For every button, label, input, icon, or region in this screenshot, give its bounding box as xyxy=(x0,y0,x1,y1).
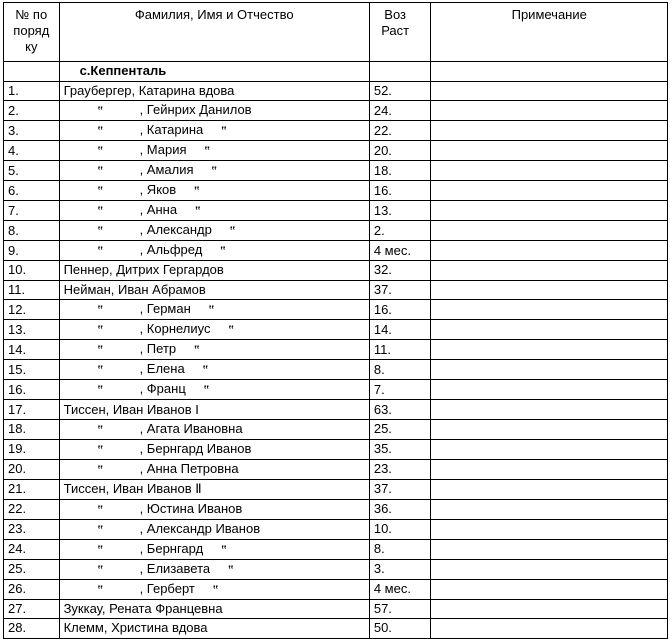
ditto-mark: ‟ xyxy=(97,503,104,516)
row-name: Тиссен, Иван Иванов Ⅱ xyxy=(59,479,369,499)
row-number: 17. xyxy=(4,400,60,420)
given-name: , Корнелиус xyxy=(139,321,211,337)
row-age: 16. xyxy=(369,181,431,201)
row-number: 6. xyxy=(4,181,60,201)
ditto-mark: ‟ xyxy=(221,543,227,556)
row-note xyxy=(431,181,668,201)
row-number: 27. xyxy=(4,599,60,619)
row-age: 4 мес. xyxy=(369,579,431,599)
row-note xyxy=(431,300,668,320)
row-note xyxy=(431,81,668,101)
given-name: , Петр xyxy=(139,341,177,357)
row-name xyxy=(59,459,369,479)
register-table xyxy=(3,2,668,639)
row-number: 26. xyxy=(4,579,60,599)
table-row xyxy=(4,241,668,261)
row-note xyxy=(431,380,668,400)
table-row xyxy=(4,181,668,201)
ditto-mark: ‟ xyxy=(97,324,104,337)
given-name: , Мария xyxy=(139,142,187,158)
given-name: , Елена xyxy=(139,361,185,377)
row-note xyxy=(431,519,668,539)
row-note xyxy=(431,340,668,360)
row-name: Тиссен, Иван Иванов I xyxy=(59,400,369,420)
given-name: , Александр xyxy=(139,222,212,238)
row-name xyxy=(59,539,369,559)
row-note xyxy=(431,439,668,459)
row-age: 16. xyxy=(369,300,431,320)
row-age: 52. xyxy=(369,81,431,101)
row-number: 18. xyxy=(4,419,60,439)
row-number: 14. xyxy=(4,340,60,360)
ditto-mark: ‟ xyxy=(208,304,215,317)
ditto-mark: ‟ xyxy=(97,523,104,536)
ditto-mark: ‟ xyxy=(97,423,104,436)
ditto-mark: ‟ xyxy=(97,245,104,258)
row-name: Пеннер, Дитрих Гергардов xyxy=(59,261,369,281)
table-row xyxy=(4,419,668,439)
row-name xyxy=(59,201,369,221)
row-number: 13. xyxy=(4,320,60,340)
ditto-mark: ‟ xyxy=(220,245,226,258)
row-number: 2. xyxy=(4,101,60,121)
row-note xyxy=(431,579,668,599)
row-name xyxy=(59,141,369,161)
row-note xyxy=(431,161,668,181)
table-row xyxy=(4,360,668,380)
row-name xyxy=(59,360,369,380)
table-row xyxy=(4,579,668,599)
row-number: 24. xyxy=(4,539,60,559)
given-name: , Франц xyxy=(139,381,186,397)
row-age: 8. xyxy=(369,360,431,380)
table-row xyxy=(4,439,668,459)
given-name: , Герман xyxy=(139,301,191,317)
row-note xyxy=(431,360,668,380)
row-note xyxy=(431,499,668,519)
row-number: 25. xyxy=(4,559,60,579)
header-age: Воз Раст xyxy=(369,3,431,62)
row-name xyxy=(59,181,369,201)
row-name xyxy=(59,121,369,141)
header-note: Примечание xyxy=(431,3,668,62)
row-number: 20. xyxy=(4,459,60,479)
row-number: 11. xyxy=(4,280,60,300)
row-number: 3. xyxy=(4,121,60,141)
row-age: 23. xyxy=(369,459,431,479)
ditto-mark: ‟ xyxy=(97,145,104,158)
row-name xyxy=(59,419,369,439)
ditto-mark: ‟ xyxy=(97,463,104,476)
row-name: Граубергер, Катарина вдова xyxy=(59,81,369,101)
header-num: № по поряд ку xyxy=(4,3,60,62)
table-row xyxy=(4,619,668,639)
row-age: 50. xyxy=(369,619,431,639)
row-name xyxy=(59,101,369,121)
given-name: , Анна Петровна xyxy=(139,460,239,476)
table-row xyxy=(4,400,668,420)
row-name xyxy=(59,579,369,599)
row-note xyxy=(431,221,668,241)
row-name xyxy=(59,161,369,181)
row-number: 1. xyxy=(4,81,60,101)
row-age: 4 мес. xyxy=(369,241,431,261)
row-note xyxy=(431,201,668,221)
row-number: 10. xyxy=(4,261,60,281)
row-age: 10. xyxy=(369,519,431,539)
header-row xyxy=(4,3,668,62)
ditto-mark: ‟ xyxy=(97,384,104,397)
row-name: Клемм, Христина вдова xyxy=(59,619,369,639)
table-row xyxy=(4,340,668,360)
row-age: 11. xyxy=(369,340,431,360)
table-row xyxy=(4,559,668,579)
row-number: 12. xyxy=(4,300,60,320)
ditto-mark: ‟ xyxy=(97,185,104,198)
table-row xyxy=(4,459,668,479)
row-name xyxy=(59,221,369,241)
row-age: 13. xyxy=(369,201,431,221)
ditto-mark: ‟ xyxy=(97,543,104,556)
row-note xyxy=(431,280,668,300)
ditto-mark: ‟ xyxy=(229,225,236,238)
row-age: 37. xyxy=(369,479,431,499)
ditto-mark: ‟ xyxy=(97,364,104,377)
row-age: 36. xyxy=(369,499,431,519)
given-name: , Елизавета xyxy=(139,560,211,576)
ditto-mark: ‟ xyxy=(97,165,104,178)
ditto-mark: ‟ xyxy=(97,225,104,238)
ditto-mark: ‟ xyxy=(97,563,104,576)
header-name: Фамилия, Имя и Отчество xyxy=(59,3,369,62)
ditto-mark: ‟ xyxy=(97,583,104,596)
village-row xyxy=(4,62,668,82)
row-number: 5. xyxy=(4,161,60,181)
row-note xyxy=(431,241,668,261)
table-row xyxy=(4,201,668,221)
table-row xyxy=(4,101,668,121)
ditto-mark: ‟ xyxy=(97,344,104,357)
ditto-mark: ‟ xyxy=(194,344,200,357)
row-note xyxy=(431,320,668,340)
given-name: , Анна xyxy=(139,202,178,218)
ditto-mark: ‟ xyxy=(194,185,200,198)
ditto-mark: ‟ xyxy=(195,205,201,218)
given-name: , Яков xyxy=(139,182,177,198)
row-name xyxy=(59,519,369,539)
row-number: 28. xyxy=(4,619,60,639)
ditto-mark: ‟ xyxy=(228,563,234,576)
table-row xyxy=(4,280,668,300)
ditto-mark: ‟ xyxy=(211,165,218,178)
given-name: , Бернгард Иванов xyxy=(139,440,252,456)
row-note xyxy=(431,121,668,141)
row-note xyxy=(431,539,668,559)
row-name: Зуккау, Рената Францевна xyxy=(59,599,369,619)
row-note xyxy=(431,619,668,639)
table-row xyxy=(4,221,668,241)
row-note xyxy=(431,141,668,161)
row-age: 57. xyxy=(369,599,431,619)
table-row xyxy=(4,380,668,400)
village-name: с.Кеппенталь xyxy=(59,62,369,82)
row-name xyxy=(59,241,369,261)
row-age: 22. xyxy=(369,121,431,141)
row-note xyxy=(431,599,668,619)
given-name: , Герберт xyxy=(139,580,195,596)
given-name: , Юстина Иванов xyxy=(139,500,243,516)
given-name: , Гейнрих Данилов xyxy=(139,102,252,118)
row-name xyxy=(59,340,369,360)
row-note xyxy=(431,459,668,479)
row-name: Нейман, Иван Абрамов xyxy=(59,280,369,300)
row-age: 3. xyxy=(369,559,431,579)
given-name: , Альфред xyxy=(139,242,203,258)
given-name: , Амалия xyxy=(139,162,194,178)
row-age: 7. xyxy=(369,380,431,400)
row-age: 32. xyxy=(369,261,431,281)
row-age: 35. xyxy=(369,439,431,459)
row-number: 8. xyxy=(4,221,60,241)
row-age: 63. xyxy=(369,400,431,420)
table-row xyxy=(4,81,668,101)
row-number: 23. xyxy=(4,519,60,539)
table-row xyxy=(4,141,668,161)
table-row xyxy=(4,479,668,499)
row-name xyxy=(59,499,369,519)
table-row xyxy=(4,599,668,619)
row-number: 16. xyxy=(4,380,60,400)
ditto-mark: ‟ xyxy=(204,145,211,158)
ditto-mark: ‟ xyxy=(97,205,104,218)
ditto-mark: ‟ xyxy=(97,105,104,118)
row-number: 19. xyxy=(4,439,60,459)
row-number: 4. xyxy=(4,141,60,161)
ditto-mark: ‟ xyxy=(203,384,210,397)
row-age: 24. xyxy=(369,101,431,121)
given-name: , Агата Ивановна xyxy=(139,420,243,436)
ditto-mark: ‟ xyxy=(202,364,209,377)
row-age: 37. xyxy=(369,280,431,300)
row-age: 8. xyxy=(369,539,431,559)
ditto-mark: ‟ xyxy=(212,583,219,596)
row-age: 14. xyxy=(369,320,431,340)
given-name: , Бернгард xyxy=(139,540,204,556)
table-row xyxy=(4,121,668,141)
row-name xyxy=(59,320,369,340)
row-note xyxy=(431,400,668,420)
table-row xyxy=(4,539,668,559)
row-note xyxy=(431,101,668,121)
row-note xyxy=(431,559,668,579)
ditto-mark: ‟ xyxy=(97,125,104,138)
row-note xyxy=(431,419,668,439)
row-number: 21. xyxy=(4,479,60,499)
row-number: 15. xyxy=(4,360,60,380)
row-number: 7. xyxy=(4,201,60,221)
row-age: 25. xyxy=(369,419,431,439)
row-name xyxy=(59,300,369,320)
given-name: , Александр Иванов xyxy=(139,520,261,536)
row-note xyxy=(431,261,668,281)
table-row xyxy=(4,300,668,320)
row-name xyxy=(59,439,369,459)
ditto-mark: ‟ xyxy=(97,443,104,456)
ditto-mark: ‟ xyxy=(97,304,104,317)
row-age: 18. xyxy=(369,161,431,181)
table-row xyxy=(4,161,668,181)
row-name xyxy=(59,380,369,400)
ditto-mark: ‟ xyxy=(228,324,235,337)
row-number: 9. xyxy=(4,241,60,261)
given-name: , Катарина xyxy=(139,122,204,138)
ditto-mark: ‟ xyxy=(221,125,227,138)
row-note xyxy=(431,479,668,499)
row-name xyxy=(59,559,369,579)
row-number: 22. xyxy=(4,499,60,519)
table-row xyxy=(4,519,668,539)
table-row xyxy=(4,320,668,340)
table-row xyxy=(4,499,668,519)
table-row xyxy=(4,261,668,281)
row-age: 2. xyxy=(369,221,431,241)
row-age: 20. xyxy=(369,141,431,161)
